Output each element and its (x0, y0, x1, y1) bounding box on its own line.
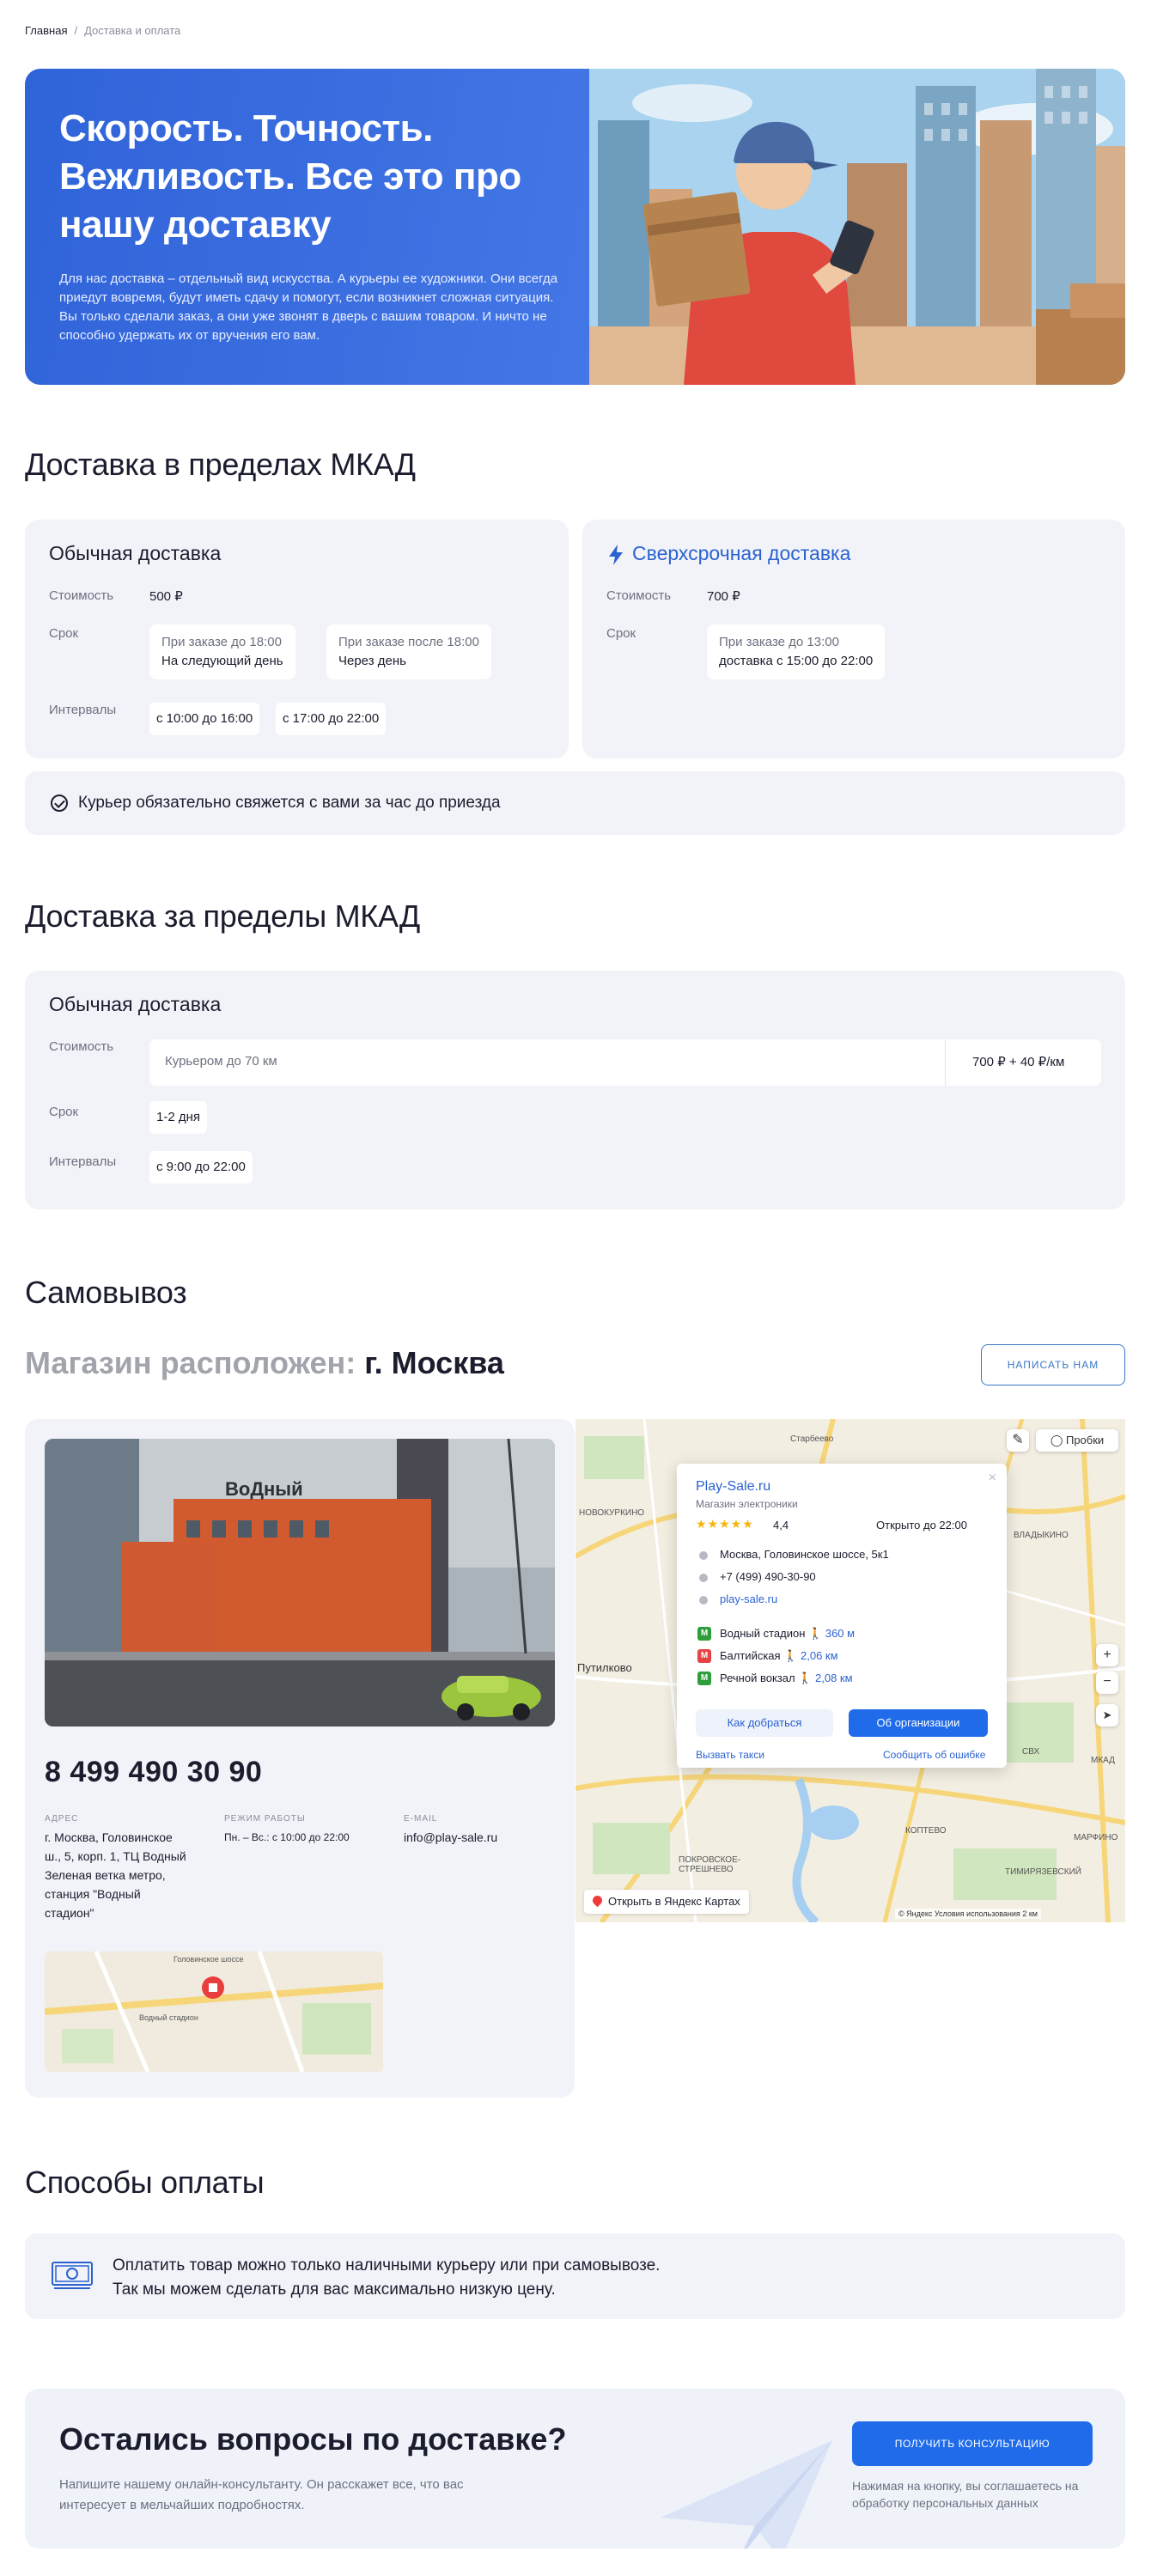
interval-chip: с 10:00 до 16:00 (149, 703, 259, 735)
courier-call-notice (25, 771, 1125, 835)
payment-text-line: Оплатить товар можно только наличными курьеру или при самовывозе. (113, 2256, 661, 2275)
outside-mkad-heading: Доставка за пределы МКАД (25, 898, 420, 934)
metro-icon: М (697, 1649, 711, 1663)
org-name[interactable]: Play-Sale.ru (696, 1479, 771, 1494)
map-label: КОПТЕВО (905, 1826, 947, 1836)
org-site[interactable]: play-sale.ru (720, 1592, 778, 1605)
close-icon[interactable]: × (988, 1471, 996, 1485)
questions-title: Остались вопросы по доставке? (59, 2421, 567, 2457)
pickup-heading: Самовывоз (25, 1275, 187, 1310)
term-condition: При заказе после 18:00 (338, 635, 479, 649)
regular-delivery-title: Обычная доставка (49, 542, 222, 564)
traffic-button[interactable] (1036, 1429, 1118, 1452)
store-location (25, 1345, 504, 1381)
report-error-link[interactable]: Сообщить об ошибке (883, 1749, 986, 1761)
minimap-label: Водный стадион (139, 2013, 198, 2022)
breadcrumb-current: Доставка и оплата (84, 24, 181, 37)
consent-note: Нажимая на кнопку, вы соглашаетесь на обработку персональных данных (852, 2479, 1079, 2510)
rating-stars: ★★★★★ (696, 1517, 754, 1531)
address-value: г. Москва, Головинское ш., 5, корп. 1, ТЦ Водный Зеленая ветка метро, станция "Водный стадион" (45, 1830, 186, 1920)
notice-text: Курьер обязательно свяжется с вами за час до приезда (78, 794, 501, 812)
map-label: ВЛАДЫКИНО (1014, 1531, 1069, 1540)
express-delivery-title: Сверхсрочная доставка (632, 542, 851, 564)
store-minimap[interactable] (45, 1952, 383, 2072)
email-value[interactable]: info@play-sale.ru (404, 1830, 498, 1844)
price-value: 700 ₽ (707, 589, 740, 604)
lightning-icon (606, 544, 625, 566)
hero-title: Скорость. Точность. Вежливость. Все это про нашу доставку (59, 107, 521, 246)
price-label: Стоимость (606, 588, 672, 603)
zoom-in-button[interactable]: + (1096, 1644, 1118, 1666)
location-pin-icon (699, 1551, 708, 1560)
metro-icon: М (697, 1672, 711, 1685)
rating-value: 4,4 (773, 1519, 789, 1532)
breadcrumb-separator: / (74, 24, 78, 37)
map-label: Путилково (577, 1661, 632, 1674)
address-label: АДРЕС (45, 1814, 79, 1824)
cash-icon (51, 2259, 94, 2292)
breadcrumb-home-link[interactable]: Главная (25, 24, 68, 37)
payment-text (113, 2254, 660, 2302)
metro-station: Водный стадион 🚶 360 м (720, 1627, 856, 1640)
hours-label: РЕЖИМ РАБОТЫ (224, 1814, 306, 1824)
open-in-yandex-maps[interactable]: Открыть в Яндекс Картах (584, 1890, 749, 1914)
interval-chip: с 17:00 до 22:00 (276, 703, 386, 735)
term-value: Через день (338, 654, 406, 668)
hero-text (59, 105, 575, 345)
ruler-icon[interactable]: ✎ (1007, 1429, 1029, 1452)
express-delivery-card (582, 520, 1125, 758)
map-label: МАРФИНО (1074, 1833, 1118, 1842)
term-condition: При заказе до 13:00 (719, 635, 839, 649)
store-city: г. Москва (364, 1345, 504, 1380)
about-org-button[interactable]: Об организации (849, 1709, 988, 1737)
email-label: E-MAIL (404, 1814, 438, 1824)
call-taxi-link[interactable]: Вызвать такси (696, 1749, 764, 1761)
inside-mkad-heading: Доставка в пределах МКАД (25, 447, 416, 482)
term-chip: 1-2 дня (149, 1101, 207, 1134)
get-consultation-button[interactable]: ПОЛУЧИТЬ КОНСУЛЬТАЦИЮ (852, 2421, 1093, 2466)
map-label: Старбеево (790, 1434, 834, 1444)
courier-distance-field[interactable] (149, 1039, 1101, 1086)
store-photo (45, 1439, 555, 1726)
metro-station: Речной вокзал 🚶 2,08 км (720, 1672, 853, 1684)
term-label: Срок (49, 626, 79, 641)
interval-chip: с 9:00 до 22:00 (149, 1151, 253, 1184)
term-value: На следующий день (161, 654, 283, 668)
price-label: Стоимость (49, 588, 114, 603)
map-label: МКАД (1091, 1756, 1115, 1765)
map-label: НОВОКУРКИНО (579, 1508, 645, 1518)
store-location-prefix: Магазин расположен: (25, 1345, 356, 1380)
traffic-label: Пробки (1065, 1434, 1105, 1446)
intervals-label: Интервалы (49, 1154, 117, 1169)
term-label: Срок (49, 1105, 79, 1119)
map-copyright: © Яндекс Условия использования 2 км (895, 1909, 1041, 1919)
term-chip-after-18 (326, 624, 491, 679)
outside-delivery-card (25, 971, 1125, 1209)
term-value: доставка с 15:00 до 22:00 (719, 654, 874, 668)
intervals-label: Интервалы (49, 703, 117, 717)
price-value: 500 ₽ (149, 589, 183, 604)
term-chip-before-13 (707, 624, 885, 679)
geolocation-icon[interactable]: ➤ (1096, 1704, 1118, 1726)
payment-heading: Способы оплаты (25, 2165, 265, 2200)
map-label: СВХ (1022, 1747, 1040, 1757)
route-button[interactable]: Как добраться (696, 1709, 833, 1737)
courier-distance-text: Курьером до 70 км (165, 1054, 277, 1069)
price-label: Стоимость (49, 1039, 114, 1054)
payment-text-line: Так мы можем сделать для вас максимально низкую цену. (113, 2281, 556, 2299)
regular-delivery-card (25, 520, 569, 758)
field-divider (945, 1039, 946, 1086)
metro-station: Балтийская 🚶 2,06 км (720, 1649, 838, 1662)
minimap-label: Головинское шоссе (174, 1955, 244, 1964)
org-popup (677, 1464, 1007, 1768)
courier-price: 700 ₽ + 40 ₽/км (972, 1055, 1065, 1069)
org-address: Москва, Головинское шоссе, 5к1 (720, 1548, 889, 1561)
metro-icon: М (697, 1627, 711, 1641)
org-type: Магазин электроники (696, 1498, 798, 1510)
store-phone[interactable]: 8 499 490 30 90 (45, 1756, 263, 1788)
yandex-map[interactable] (576, 1419, 1125, 1922)
write-us-button[interactable]: НАПИСАТЬ НАМ (981, 1344, 1125, 1385)
map-label: ТИМИРЯЗЕВСКИЙ (1005, 1867, 1081, 1877)
hours-value: Пн. – Вс.: с 10:00 до 22:00 (224, 1831, 350, 1843)
term-condition: При заказе до 18:00 (161, 635, 282, 649)
questions-banner (25, 2389, 1125, 2549)
open-hours[interactable]: Открыто до 22:00 (876, 1519, 967, 1532)
breadcrumb (25, 24, 180, 37)
check-circle-icon (51, 795, 68, 812)
store-sign: ВоДный (225, 1478, 303, 1500)
org-phone[interactable]: +7 (499) 490-30-90 (720, 1570, 816, 1583)
term-label: Срок (606, 626, 636, 641)
hero-description: Для нас доставка – отдельный вид искусства. А курьеры ее художники. Они всегда приедут вовремя, будут иметь сдачу и помогут, если возникнет сложная ситуация. Вы только сделали заказ, а они уже звонят в дверь с вашим товаром. И ничто не способно удержать их от вручения его вам. (59, 271, 558, 343)
term-chip-before-18 (149, 624, 295, 679)
store-card (25, 1419, 575, 2098)
traffic-icon: ◯ (1050, 1434, 1066, 1446)
outside-delivery-title: Обычная доставка (49, 993, 222, 1015)
phone-icon (699, 1574, 708, 1582)
map-label: ПОКРОВСКОЕ-СТРЕШНЕВО (679, 1855, 741, 1874)
courier-illustration (589, 69, 1125, 385)
globe-icon (699, 1596, 708, 1605)
zoom-out-button[interactable]: − (1096, 1672, 1118, 1694)
paper-plane-icon (661, 2440, 832, 2549)
map-scale: 2 км (1022, 1909, 1038, 1918)
questions-text: Напишите нашему онлайн-консультанту. Он расскажет все, что вас интересует в мельчайших подробностях. (59, 2477, 464, 2512)
hero-banner (25, 69, 1125, 385)
payment-card (25, 2233, 1125, 2319)
